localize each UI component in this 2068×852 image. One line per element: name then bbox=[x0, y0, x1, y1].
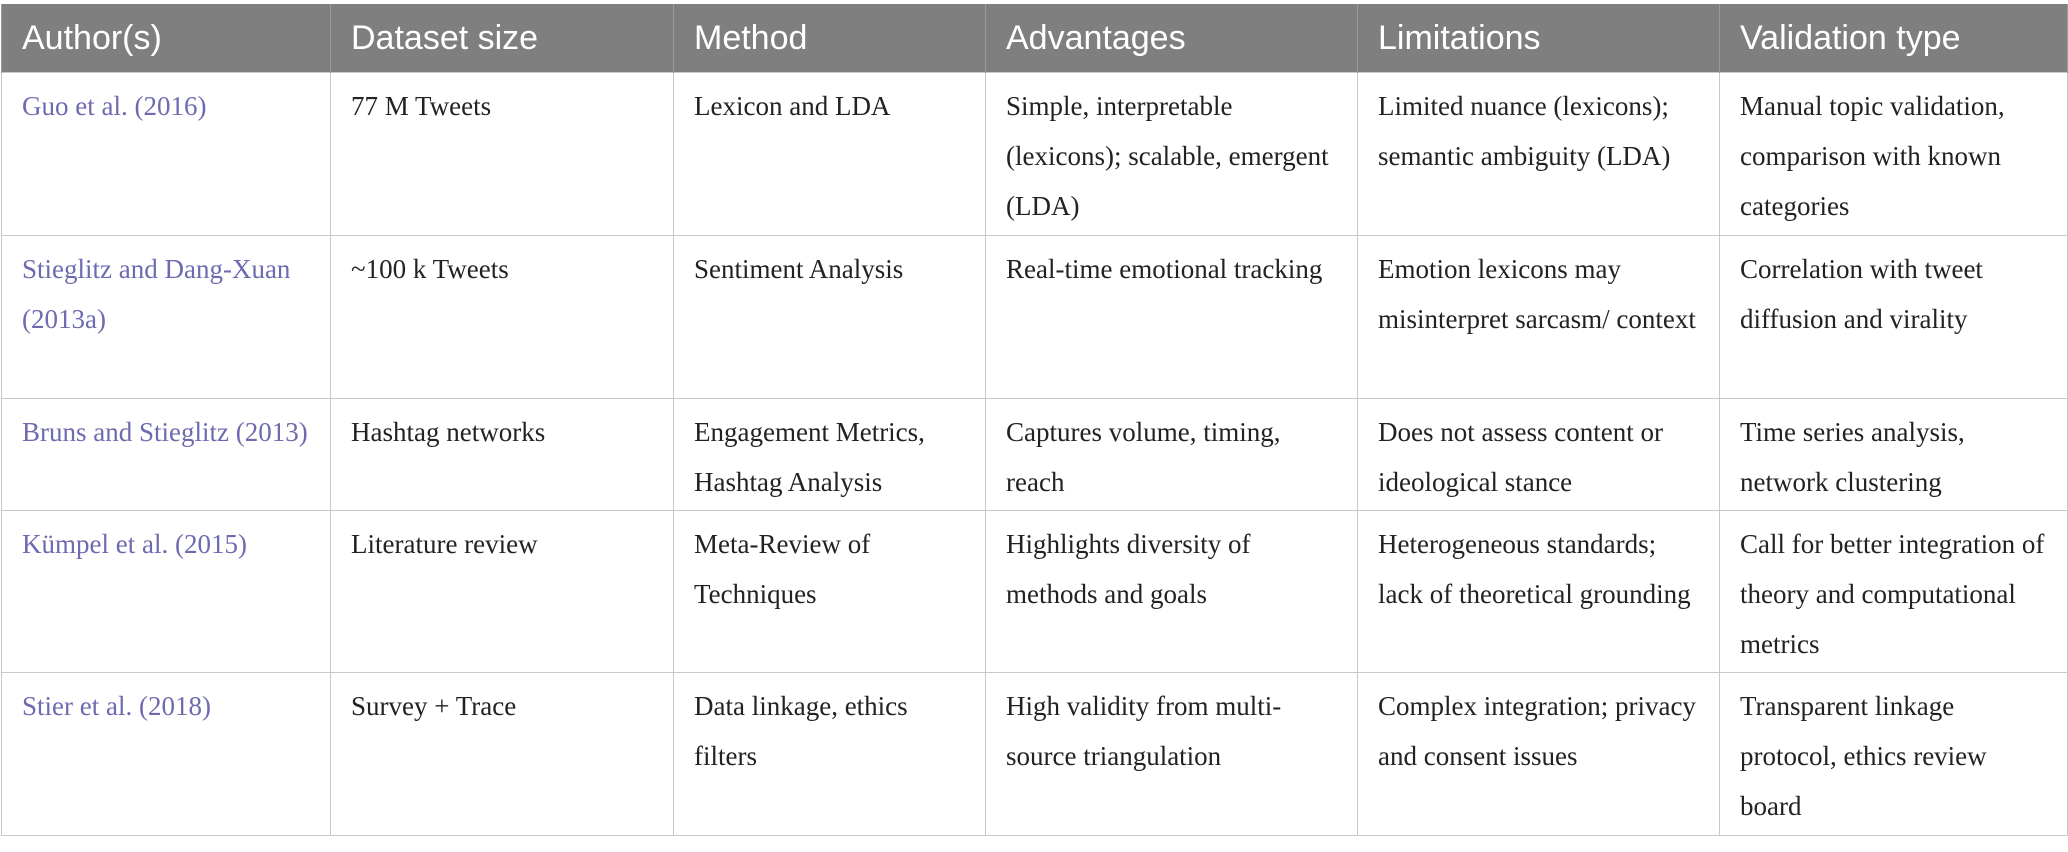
table-header bbox=[2, 4, 2068, 73]
table-row bbox=[2, 673, 2068, 836]
validation-type-cell: Manual topic validation, comparison with known categories bbox=[1720, 73, 2068, 236]
method-cell: Engagement Metrics, Hashtag Analysis bbox=[674, 399, 986, 511]
table-row bbox=[2, 236, 2068, 399]
header-authors: Author(s) bbox=[2, 4, 331, 73]
comparison-table bbox=[1, 4, 2068, 836]
method-cell: Data linkage, ethics filters bbox=[674, 673, 986, 836]
table-row bbox=[2, 399, 2068, 511]
table-row bbox=[2, 511, 2068, 673]
validation-type-cell: Transparent linkage protocol, ethics review board bbox=[1720, 673, 2068, 836]
author-link[interactable]: Kümpel et al. (2015) bbox=[2, 511, 331, 673]
limitations-cell: Complex integration; privacy and consent issues bbox=[1358, 673, 1720, 836]
table-row bbox=[2, 73, 2068, 236]
advantages-cell: Real-time emotional tracking bbox=[986, 236, 1358, 399]
validation-type-cell: Time series analysis, network clustering bbox=[1720, 399, 2068, 511]
author-link[interactable]: Stieglitz and Dang-Xuan (2013a) bbox=[2, 236, 331, 399]
dataset-size-cell: Hashtag networks bbox=[331, 399, 674, 511]
advantages-cell: High validity from multi-source triangulation bbox=[986, 673, 1358, 836]
dataset-size-cell: Survey + Trace bbox=[331, 673, 674, 836]
method-cell: Lexicon and LDA bbox=[674, 73, 986, 236]
header-method: Method bbox=[674, 4, 986, 73]
advantages-cell: Captures volume, timing, reach bbox=[986, 399, 1358, 511]
method-cell: Meta-Review of Techniques bbox=[674, 511, 986, 673]
dataset-size-cell: ~100 k Tweets bbox=[331, 236, 674, 399]
method-cell: Sentiment Analysis bbox=[674, 236, 986, 399]
limitations-cell: Does not assess content or ideological stance bbox=[1358, 399, 1720, 511]
header-advantages: Advantages bbox=[986, 4, 1358, 73]
header-validation-type: Validation type bbox=[1720, 4, 2068, 73]
advantages-cell: Highlights diversity of methods and goals bbox=[986, 511, 1358, 673]
dataset-size-cell: 77 M Tweets bbox=[331, 73, 674, 236]
validation-type-cell: Call for better integration of theory and computational metrics bbox=[1720, 511, 2068, 673]
header-dataset-size: Dataset size bbox=[331, 4, 674, 73]
header-limitations: Limitations bbox=[1358, 4, 1720, 73]
author-link[interactable]: Guo et al. (2016) bbox=[2, 73, 331, 236]
validation-type-cell: Correlation with tweet diffusion and virality bbox=[1720, 236, 2068, 399]
advantages-cell: Simple, interpretable (lexicons); scalable, emergent (LDA) bbox=[986, 73, 1358, 236]
dataset-size-cell: Literature review bbox=[331, 511, 674, 673]
table-body bbox=[2, 73, 2068, 836]
limitations-cell: Limited nuance (lexicons); semantic ambiguity (LDA) bbox=[1358, 73, 1720, 236]
author-link[interactable]: Stier et al. (2018) bbox=[2, 673, 331, 836]
header-row bbox=[2, 4, 2068, 73]
limitations-cell: Heterogeneous standards; lack of theoretical grounding bbox=[1358, 511, 1720, 673]
author-link[interactable]: Bruns and Stieglitz (2013) bbox=[2, 399, 331, 511]
limitations-cell: Emotion lexicons may misinterpret sarcasm/ context bbox=[1358, 236, 1720, 399]
